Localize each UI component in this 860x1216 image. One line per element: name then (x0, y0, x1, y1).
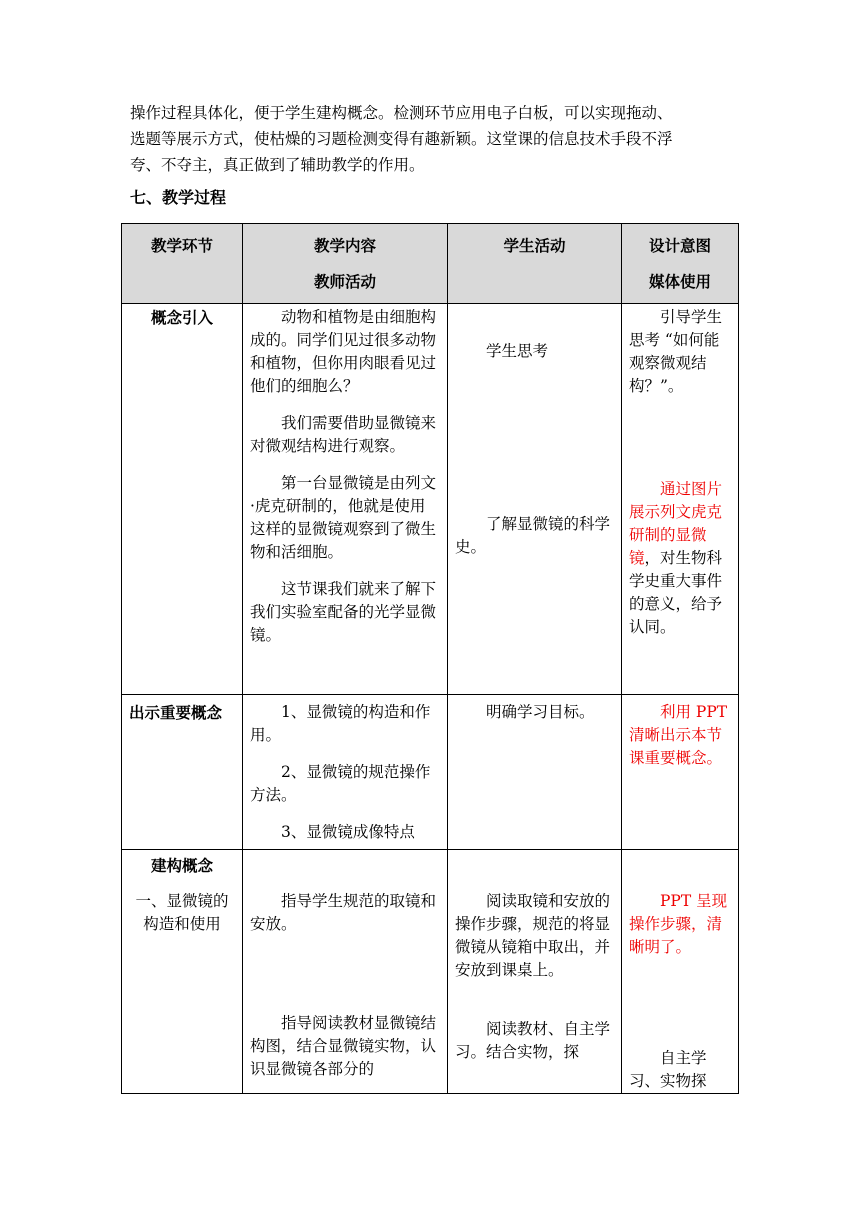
header-student: 学生活动 (448, 224, 622, 304)
design-cell: PPT 呈现操作步骤，清晰明了。 自主学习、实物探 (622, 850, 739, 1094)
stage-cell: 建构概念 一、显微镜的构造和使用 (122, 850, 243, 1094)
table-row (122, 850, 739, 1094)
section-title: 七、教学过程 (130, 188, 227, 207)
header-stage: 教学环节 (122, 224, 243, 304)
design-cell: 利用 PPT 清晰出示本节课重要概念。 (622, 695, 739, 850)
table-row (122, 304, 739, 695)
design-cell: 引导学生思考 “如何能观察微观结构？”。 通过图片展示列文虎克研制的显微镜，对生物科学史重大事件的意义，给予认同。 (622, 304, 739, 695)
stage-cell: 出示重要概念 (122, 695, 243, 850)
table-header-row (122, 224, 739, 304)
intro-line: 夸、不夺主，真正做到了辅助教学的作用。 (130, 156, 425, 174)
table-row (122, 695, 739, 850)
header-design: 设计意图 媒体使用 (622, 224, 739, 304)
student-cell: 学生思考 了解显微镜的科学史。 (448, 304, 622, 695)
stage-cell: 概念引入 (122, 304, 243, 695)
student-cell: 明确学习目标。 (448, 695, 622, 850)
intro-paragraph (130, 100, 742, 178)
header-content: 教学内容 教师活动 (243, 224, 448, 304)
teacher-cell: 动物和植物是由细胞构成的。同学们见过很多动物和植物，但你用肉眼看见过他们的细胞么？ 我们需要借助显微镜来对微观结构进行观察。 第一台显微镜是由列文·虎克研制的，他就是使用这样的显微镜观察到了微生物和活细胞。 这节课我们就来了解下我们实验室配备的光学显微镜。 (243, 304, 448, 695)
teacher-cell: 1、显微镜的构造和作用。 2、显微镜的规范操作方法。 3、显微镜成像特点 (243, 695, 448, 850)
teacher-cell: 指导学生规范的取镜和安放。 指导阅读教材显微镜结构图，结合显微镜实物，认识显微镜各部分的 (243, 850, 448, 1094)
intro-line: 选题等展示方式，使枯燥的习题检测变得有趣新颖。这堂课的信息技术手段不浮 (130, 130, 673, 148)
intro-line: 操作过程具体化，便于学生建构概念。检测环节应用电子白板，可以实现拖动、 (130, 104, 673, 122)
student-cell: 阅读取镜和安放的操作步骤，规范的将显微镜从镜箱中取出，并安放到课桌上。 阅读教材、自主学习。结合实物，探 (448, 850, 622, 1094)
teaching-process-table (121, 223, 739, 1094)
